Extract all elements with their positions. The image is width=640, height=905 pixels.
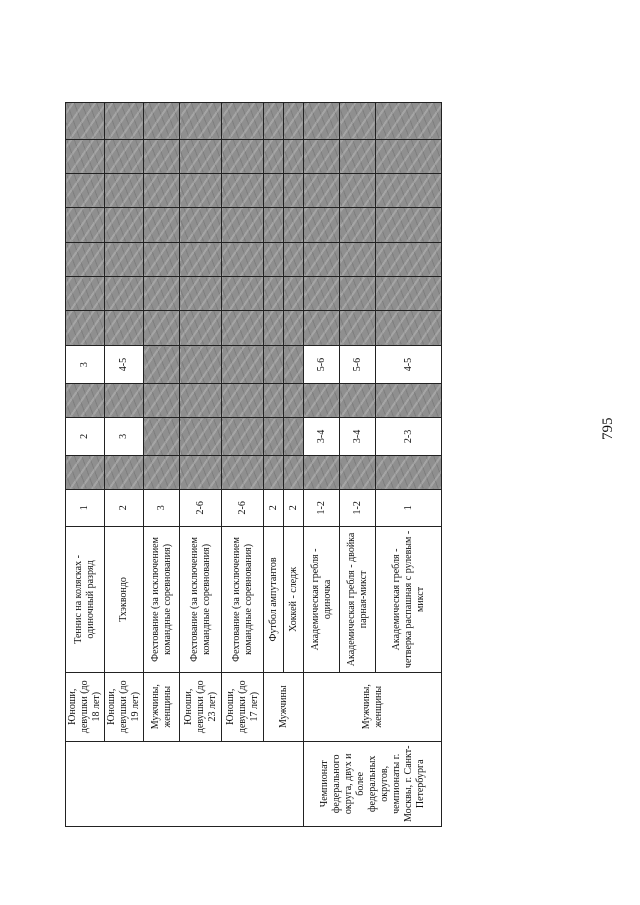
shaded-cell <box>340 173 376 207</box>
shaded-cell <box>376 103 442 140</box>
shaded-cell <box>144 456 180 489</box>
shaded-cell <box>105 277 144 311</box>
shaded-cell <box>180 139 222 173</box>
table-row <box>144 103 180 827</box>
place-cell: 3-4 <box>304 417 340 456</box>
table-row <box>105 103 144 827</box>
shaded-cell <box>222 139 264 173</box>
shaded-cell <box>180 311 222 345</box>
shaded-cell <box>144 208 180 242</box>
shaded-cell <box>284 417 304 456</box>
shaded-cell <box>222 208 264 242</box>
shaded-cell <box>180 345 222 384</box>
participants-cell: Юноши, девушки (до 18 лет) <box>66 672 105 741</box>
shaded-cell <box>222 277 264 311</box>
place-cell: 2 <box>105 489 144 527</box>
table-row <box>304 103 340 827</box>
participants-cell: Мужчины <box>264 672 304 741</box>
shaded-cell <box>144 417 180 456</box>
discipline-cell: Академическая гребля - двойка парная-микст <box>340 527 376 673</box>
shaded-cell <box>105 456 144 489</box>
shaded-cell <box>66 242 105 276</box>
shaded-cell <box>66 456 105 489</box>
place-cell: 4-5 <box>376 345 442 384</box>
shaded-cell <box>284 139 304 173</box>
discipline-cell: Теннис на колясках - одиночный разряд <box>66 527 105 673</box>
discipline-cell: Академическая гребля - одиночка <box>304 527 340 673</box>
place-cell: 1 <box>66 489 105 527</box>
shaded-cell <box>340 103 376 140</box>
table-row <box>264 103 284 827</box>
shaded-cell <box>144 384 180 417</box>
discipline-cell: Тхэквондо <box>105 527 144 673</box>
shaded-cell <box>264 277 284 311</box>
shaded-cell <box>340 456 376 489</box>
shaded-cell <box>376 456 442 489</box>
place-cell: 2 <box>264 489 284 527</box>
place-cell: 2-3 <box>376 417 442 456</box>
shaded-cell <box>66 173 105 207</box>
shaded-cell <box>304 311 340 345</box>
shaded-cell <box>376 173 442 207</box>
group-cell: Чемпионат федерального округа, двух и более федеральных округов, чемпионаты г. Москвы, г. Санкт-Петербурга <box>304 741 442 826</box>
place-cell: 2-6 <box>180 489 222 527</box>
shaded-cell <box>222 242 264 276</box>
shaded-cell <box>264 139 284 173</box>
shaded-cell <box>264 103 284 140</box>
place-cell: 3 <box>144 489 180 527</box>
place-cell: 2 <box>66 417 105 456</box>
shaded-cell <box>144 242 180 276</box>
discipline-cell: Фехтование (за исключением командные соревнования) <box>180 527 222 673</box>
shaded-cell <box>222 384 264 417</box>
discipline-cell: Футбол ампутантов <box>264 527 284 673</box>
shaded-cell <box>340 208 376 242</box>
shaded-cell <box>66 277 105 311</box>
shaded-cell <box>340 311 376 345</box>
shaded-cell <box>304 456 340 489</box>
place-cell: 5-6 <box>304 345 340 384</box>
shaded-cell <box>105 173 144 207</box>
place-cell: 1-2 <box>304 489 340 527</box>
shaded-cell <box>284 345 304 384</box>
place-cell: 5-6 <box>340 345 376 384</box>
shaded-cell <box>284 311 304 345</box>
shaded-cell <box>284 456 304 489</box>
place-cell: 2-6 <box>222 489 264 527</box>
participants-cell: Юноши, девушки (до 23 лет) <box>180 672 222 741</box>
shaded-cell <box>144 311 180 345</box>
place-cell: 2 <box>284 489 304 527</box>
shaded-cell <box>180 103 222 140</box>
shaded-cell <box>144 103 180 140</box>
shaded-cell <box>304 103 340 140</box>
shaded-cell <box>105 384 144 417</box>
shaded-cell <box>180 277 222 311</box>
shaded-cell <box>304 173 340 207</box>
shaded-cell <box>284 242 304 276</box>
place-cell: 4-5 <box>105 345 144 384</box>
shaded-cell <box>304 139 340 173</box>
ranking-table <box>65 102 435 827</box>
page-number: 795 <box>600 417 616 440</box>
shaded-cell <box>222 417 264 456</box>
shaded-cell <box>222 103 264 140</box>
participants-cell: Юноши, девушки (до 19 лет) <box>105 672 144 741</box>
shaded-cell <box>105 242 144 276</box>
shaded-cell <box>304 277 340 311</box>
shaded-cell <box>284 173 304 207</box>
place-cell: 3-4 <box>340 417 376 456</box>
shaded-cell <box>376 384 442 417</box>
shaded-cell <box>144 277 180 311</box>
shaded-cell <box>66 208 105 242</box>
shaded-cell <box>340 242 376 276</box>
shaded-cell <box>340 139 376 173</box>
shaded-cell <box>180 242 222 276</box>
place-cell: 3 <box>66 345 105 384</box>
shaded-cell <box>264 311 284 345</box>
discipline-cell: Хоккей - следж <box>284 527 304 673</box>
discipline-cell: Академическая гребля - четверка распашная с рулевым - микст <box>376 527 442 673</box>
shaded-cell <box>144 173 180 207</box>
shaded-cell <box>264 456 284 489</box>
discipline-cell: Фехтование (за исключением командные соревнования) <box>144 527 180 673</box>
discipline-cell: Фехтование (за исключением командные соревнования) <box>222 527 264 673</box>
shaded-cell <box>66 311 105 345</box>
shaded-cell <box>264 345 284 384</box>
shaded-cell <box>284 384 304 417</box>
shaded-cell <box>144 139 180 173</box>
shaded-cell <box>340 384 376 417</box>
shaded-cell <box>376 242 442 276</box>
shaded-cell <box>376 139 442 173</box>
table-row <box>222 103 264 827</box>
shaded-cell <box>222 345 264 384</box>
shaded-cell <box>304 208 340 242</box>
shaded-cell <box>376 311 442 345</box>
shaded-cell <box>180 384 222 417</box>
shaded-cell <box>66 139 105 173</box>
shaded-cell <box>264 173 284 207</box>
shaded-cell <box>376 208 442 242</box>
participants-cell: Юноши, девушки (до 17 лет) <box>222 672 264 741</box>
participants-cell: Мужчины, женщины <box>144 672 180 741</box>
shaded-cell <box>304 384 340 417</box>
shaded-cell <box>180 456 222 489</box>
shaded-cell <box>180 417 222 456</box>
shaded-cell <box>284 103 304 140</box>
shaded-cell <box>340 277 376 311</box>
shaded-cell <box>66 384 105 417</box>
shaded-cell <box>264 417 284 456</box>
shaded-cell <box>105 311 144 345</box>
shaded-cell <box>284 277 304 311</box>
shaded-cell <box>284 208 304 242</box>
shaded-cell <box>180 208 222 242</box>
place-cell: 3 <box>105 417 144 456</box>
group-cell <box>66 741 304 826</box>
shaded-cell <box>222 173 264 207</box>
shaded-cell <box>105 139 144 173</box>
shaded-cell <box>180 173 222 207</box>
place-cell: 1-2 <box>340 489 376 527</box>
shaded-cell <box>105 103 144 140</box>
shaded-cell <box>376 277 442 311</box>
shaded-cell <box>105 208 144 242</box>
place-cell: 1 <box>376 489 442 527</box>
table-row <box>66 103 105 827</box>
participants-cell: Мужчины, женщины <box>304 672 442 741</box>
shaded-cell <box>66 103 105 140</box>
shaded-cell <box>304 242 340 276</box>
shaded-cell <box>222 456 264 489</box>
shaded-cell <box>264 208 284 242</box>
shaded-cell <box>144 345 180 384</box>
shaded-cell <box>222 311 264 345</box>
table-row <box>180 103 222 827</box>
shaded-cell <box>264 242 284 276</box>
shaded-cell <box>264 384 284 417</box>
